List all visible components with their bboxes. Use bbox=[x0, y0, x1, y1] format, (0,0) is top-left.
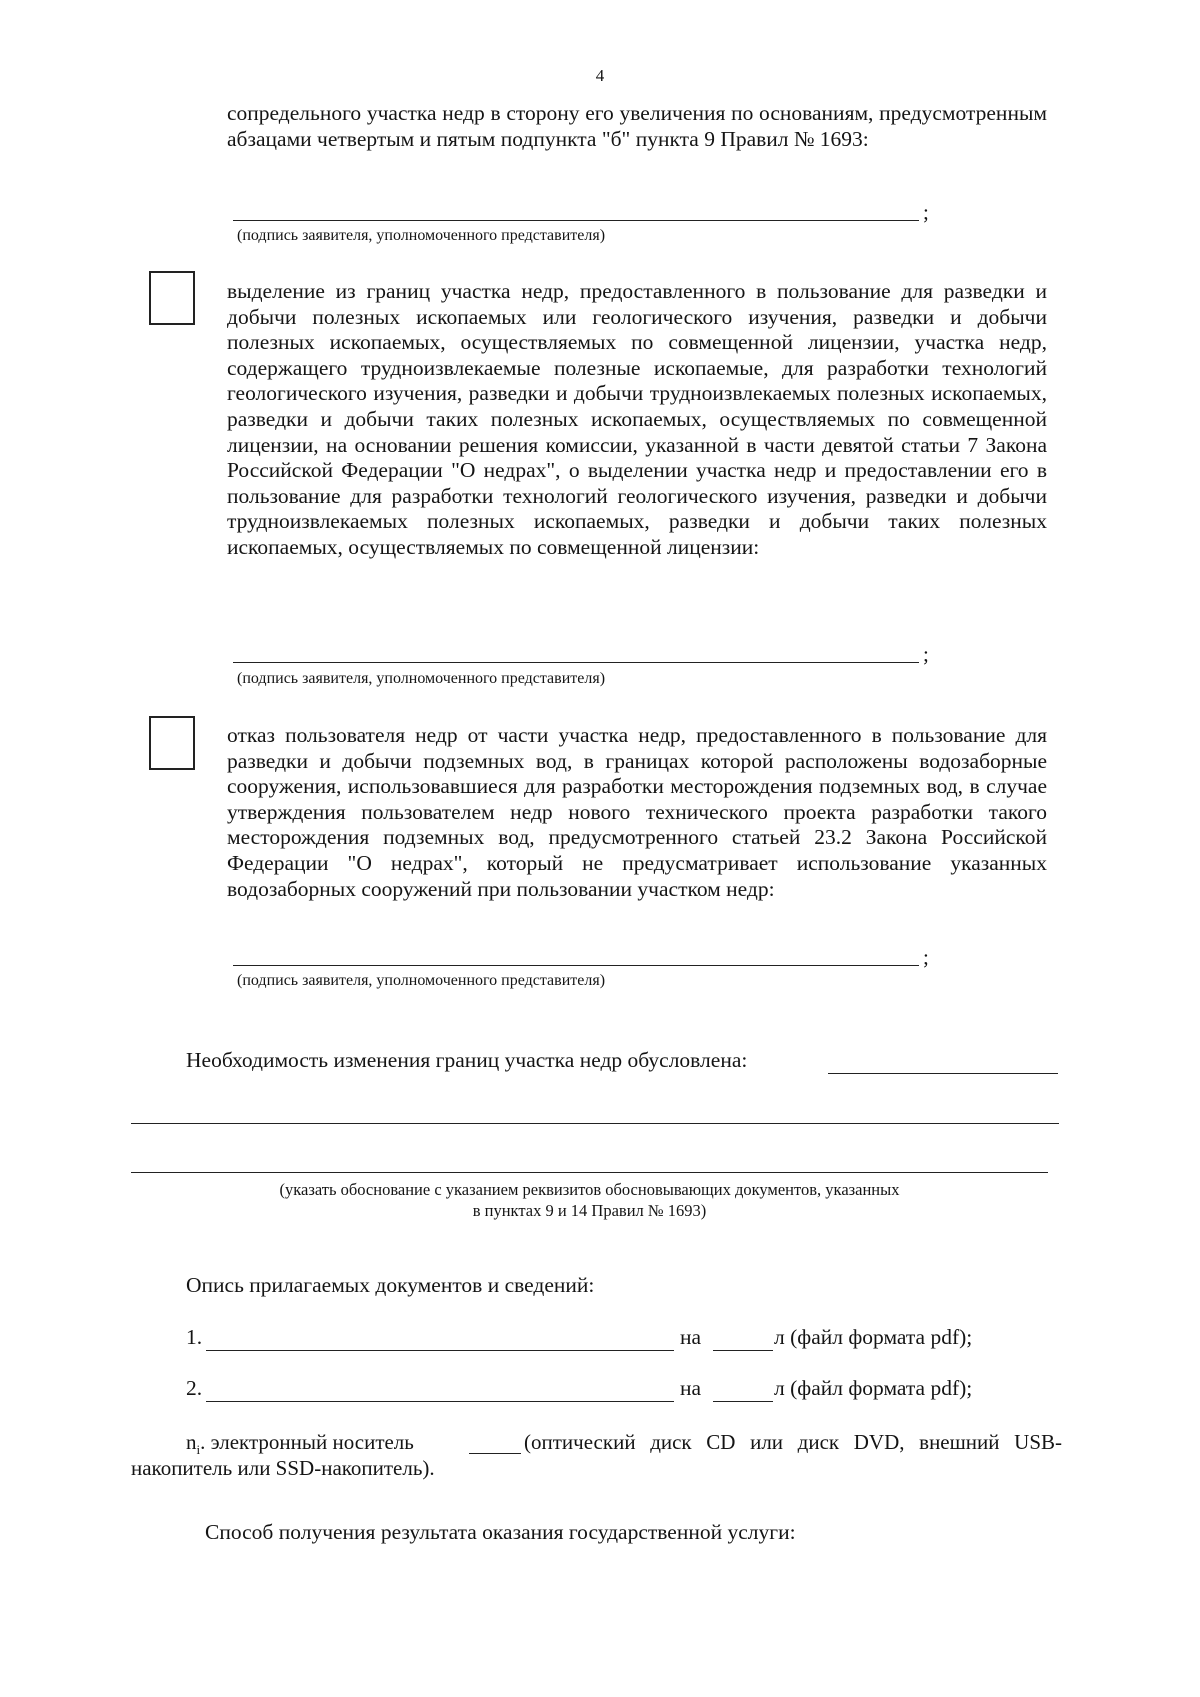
continuation-paragraph: сопредельного участка недр в сторону его увеличения по основаниям, предусмотренным абзацами четвертым и пятым подпункта "б" пункта 9 Правил № 1693: bbox=[227, 101, 1047, 151]
attachment-item-1-name-field[interactable] bbox=[206, 1350, 674, 1351]
justification-label: Необходимость изменения границ участка недр обусловлена: bbox=[186, 1048, 748, 1072]
attachment-item-1-number: 1. bbox=[186, 1325, 203, 1349]
media-text-2: накопитель или SSD-накопитель). bbox=[131, 1456, 435, 1480]
semicolon: ; bbox=[923, 945, 929, 969]
signature-caption-2: (подпись заявителя, уполномоченного представителя) bbox=[237, 670, 606, 687]
page-number: 4 bbox=[595, 66, 605, 85]
result-method-label: Способ получения результата оказания государственной услуги: bbox=[205, 1520, 796, 1544]
attachments-heading: Опись прилагаемых документов и сведений: bbox=[186, 1273, 595, 1297]
attachment-item-2-number: 2. bbox=[186, 1376, 203, 1400]
signature-line-1[interactable] bbox=[233, 200, 933, 228]
media-label: . электронный носитель bbox=[200, 1430, 414, 1454]
media-text-1: (оптический диск CD или диск DVD, внешний USB- bbox=[524, 1430, 1062, 1454]
justification-input-line-2[interactable] bbox=[131, 1123, 1059, 1124]
justification-input-line-3[interactable] bbox=[131, 1172, 1048, 1173]
attachment-item-2-na: на bbox=[680, 1376, 702, 1400]
media-count-field[interactable] bbox=[469, 1453, 521, 1454]
signature-caption-1: (подпись заявителя, уполномоченного представителя) bbox=[237, 227, 606, 244]
signature-line-2[interactable] bbox=[233, 642, 933, 670]
semicolon: ; bbox=[923, 200, 929, 224]
media-subscript: i bbox=[196, 1442, 201, 1458]
attachment-item-2-suffix: л (файл формата pdf); bbox=[774, 1376, 973, 1400]
signature-caption-3: (подпись заявителя, уполномоченного представителя) bbox=[237, 972, 606, 989]
justification-note-line-2: в пунктах 9 и 14 Правил № 1693) bbox=[472, 1201, 707, 1220]
justification-note bbox=[131, 1179, 1048, 1221]
attachment-item-1-suffix: л (файл формата pdf); bbox=[774, 1325, 973, 1349]
option-2-text: выделение из границ участка недр, предоставленного в пользование для разведки и добычи полезных ископаемых или геологического изучения, разведки и добычи полезных ископаемых, осуществляемых по совмещенной лицензии, участка недр, содержащего трудноизвлекаемые полезные ископаемые, для разработки технологий геологического изучения, разведки и добычи трудноизвлекаемых полезных ископаемых, разведки и добычи таких полезных ископаемых, осуществляемых по совмещенной лицензии, на основании решения комиссии, указанной в части девятой статьи 7 Закона Российской Федерации "О недрах", о выделении участка недр и предоставлении его в пользование для разработки технологий геологического изучения, разведки и добычи трудноизвлекаемых полезных ископаемых, разведки и добычи таких полезных ископаемых, осуществляемых по совмещенной лицензии: bbox=[227, 279, 1047, 559]
justification-input-line-1[interactable] bbox=[828, 1073, 1058, 1074]
signature-underline bbox=[233, 662, 919, 663]
attachment-item-1-pages-field[interactable] bbox=[713, 1350, 773, 1351]
attachment-item-1-na: на bbox=[680, 1325, 702, 1349]
signature-line-3[interactable] bbox=[233, 945, 933, 973]
media-prefix: n bbox=[186, 1430, 197, 1454]
semicolon: ; bbox=[923, 642, 929, 666]
attachment-item-2-pages-field[interactable] bbox=[713, 1401, 773, 1402]
option-3-text: отказ пользователя недр от части участка недр, предоставленного в пользование для разведки и добычи подземных вод, в границах которой расположены водозаборные сооружения, использовавшиеся для разработки месторождения подземных вод, в случае утверждения пользователем недр нового технического проекта разработки такого месторождения подземных вод, предусмотренного статьей 23.2 Закона Российской Федерации "О недрах", который не предусматривает использование указанных водозаборных сооружений при пользовании участком недр: bbox=[227, 723, 1047, 901]
option-2-checkbox[interactable] bbox=[149, 271, 195, 325]
signature-underline bbox=[233, 220, 919, 221]
justification-note-line-1: (указать обоснование с указанием реквизитов обосновывающих документов, указанных bbox=[279, 1180, 900, 1199]
attachment-item-2-name-field[interactable] bbox=[206, 1401, 674, 1402]
signature-underline bbox=[233, 965, 919, 966]
option-3-checkbox[interactable] bbox=[149, 716, 195, 770]
